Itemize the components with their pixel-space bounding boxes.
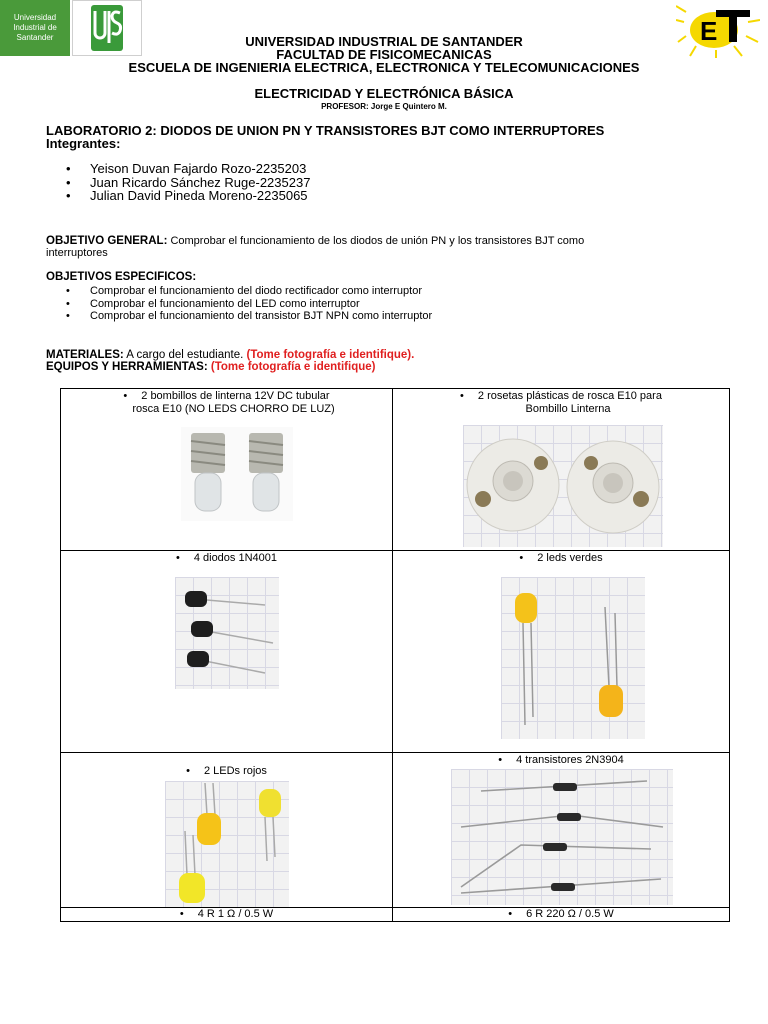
cell-caption: • 2 rosetas plásticas de rosca E10 para Bombillo Linterna	[460, 390, 662, 415]
specific-objectives-label: OBJETIVOS ESPECIFICOS:	[46, 271, 197, 283]
bulbs-caption-1: 2 bombillos de linterna 12V DC tubular	[141, 390, 330, 402]
bulbs-photo	[181, 427, 293, 521]
green-leds-photo	[501, 577, 645, 739]
materials-table	[60, 388, 730, 922]
general-objective-text: Comprobar el funcionamiento de los diodos de unión PN y los transistores BJT como	[167, 235, 585, 247]
diodes-image	[175, 577, 279, 689]
equipment-line	[46, 361, 375, 373]
equipment-note: (Tome fotografía e identifique)	[207, 361, 376, 373]
bulbs-caption-2: rosca E10 (NO LEDS CHORRO DE LUZ)	[132, 402, 335, 415]
equipment-label: EQUIPOS Y HERRAMIENTAS:	[46, 361, 208, 373]
sockets-image	[463, 425, 663, 547]
sockets-caption-1: 2 rosetas plásticas de rosca E10 para	[477, 390, 662, 402]
materials-line	[46, 349, 414, 361]
cell-caption: • 4 R 1 Ω / 0.5 W	[179, 908, 274, 920]
red-leds-image	[165, 781, 289, 907]
members-list	[46, 162, 310, 203]
red-leds-caption: 2 LEDs rojos	[203, 765, 267, 777]
cell-resistor-1ohm	[61, 908, 393, 922]
cell-transistors	[393, 753, 730, 908]
specific-objectives-list	[46, 285, 432, 323]
resistor-1ohm-caption: 4 R 1 Ω / 0.5 W	[197, 908, 274, 920]
green-leds-image	[501, 577, 645, 739]
svg-text:E: E	[700, 16, 718, 46]
materials-note: (Tome fotografía e identifique).	[246, 349, 415, 361]
university-logo-text: Universidad Industrial de Santander	[13, 13, 57, 42]
transistors-caption: 4 transistores 2N3904	[516, 754, 624, 766]
cell-caption: • 4 diodos 1N4001	[175, 552, 278, 564]
cell-bulbs	[61, 389, 393, 551]
cell-sockets	[393, 389, 730, 551]
university-name: UNIVERSIDAD INDUSTRIAL DE SANTANDER	[245, 34, 523, 49]
cell-caption: • 6 R 220 Ω / 0.5 W	[508, 908, 614, 920]
green-leds-caption: 2 leds verdes	[537, 552, 603, 564]
materials-label: MATERIALES:	[46, 349, 124, 361]
cell-caption: • 4 transistores 2N3904	[498, 754, 624, 766]
diodes-photo	[175, 577, 279, 689]
materials-text: A cargo del estudiante.	[123, 349, 247, 361]
member-item: • Yeison Duvan Fajardo Rozo-2235203	[46, 162, 310, 176]
sockets-photo	[463, 425, 663, 547]
transistors-photo	[451, 769, 673, 905]
members-label: Integrantes:	[46, 136, 121, 151]
faculty-name: FACULTAD DE FISICOMECANICAS	[276, 47, 492, 62]
member-item: • Juan Ricardo Sánchez Ruge-2235237	[46, 176, 310, 190]
lab-title: LABORATORIO 2: DIODOS DE UNION PN Y TRANSISTORES BJT COMO INTERRUPTORES	[46, 123, 605, 138]
cell-diodes	[61, 551, 393, 753]
professor: PROFESOR: Jorge E Quintero M.	[321, 102, 447, 111]
general-objective	[46, 235, 736, 259]
objective-item: • Comprobar el funcionamiento del transistor BJT NPN como interruptor	[46, 310, 432, 323]
member-item: • Julian David Pineda Moreno-2235065	[46, 189, 310, 203]
cell-caption: • 2 bombillos de linterna 12V DC tubular rosca E10 (NO LEDS CHORRO DE LUZ)	[61, 389, 392, 415]
sockets-caption-2: Bombillo Linterna	[525, 402, 611, 415]
general-objective-label: OBJETIVO GENERAL:	[46, 235, 168, 247]
cell-caption: • 2 LEDs rojos	[186, 765, 267, 777]
bulbs-image	[181, 427, 293, 521]
general-objective-text-cont: interruptores	[46, 247, 108, 259]
cell-green-leds	[393, 551, 730, 753]
objective-item: • Comprobar el funcionamiento del LED como interruptor	[46, 298, 432, 311]
course-title: ELECTRICIDAD Y ELECTRÓNICA BÁSICA	[254, 86, 514, 101]
transistors-image	[451, 769, 673, 905]
red-leds-photo	[165, 781, 289, 907]
cell-resistor-220ohm	[393, 908, 730, 922]
resistor-220ohm-caption: 6 R 220 Ω / 0.5 W	[526, 908, 614, 920]
cell-caption: • 2 leds verdes	[519, 552, 603, 564]
diodes-caption: 4 diodos 1N4001	[193, 552, 278, 564]
objective-item: • Comprobar el funcionamiento del diodo rectificador como interruptor	[46, 285, 432, 298]
school-name: ESCUELA DE INGENIERIA ELECTRICA, ELECTRONICA Y TELECOMUNICACIONES	[128, 60, 640, 75]
cell-red-leds	[61, 753, 393, 908]
